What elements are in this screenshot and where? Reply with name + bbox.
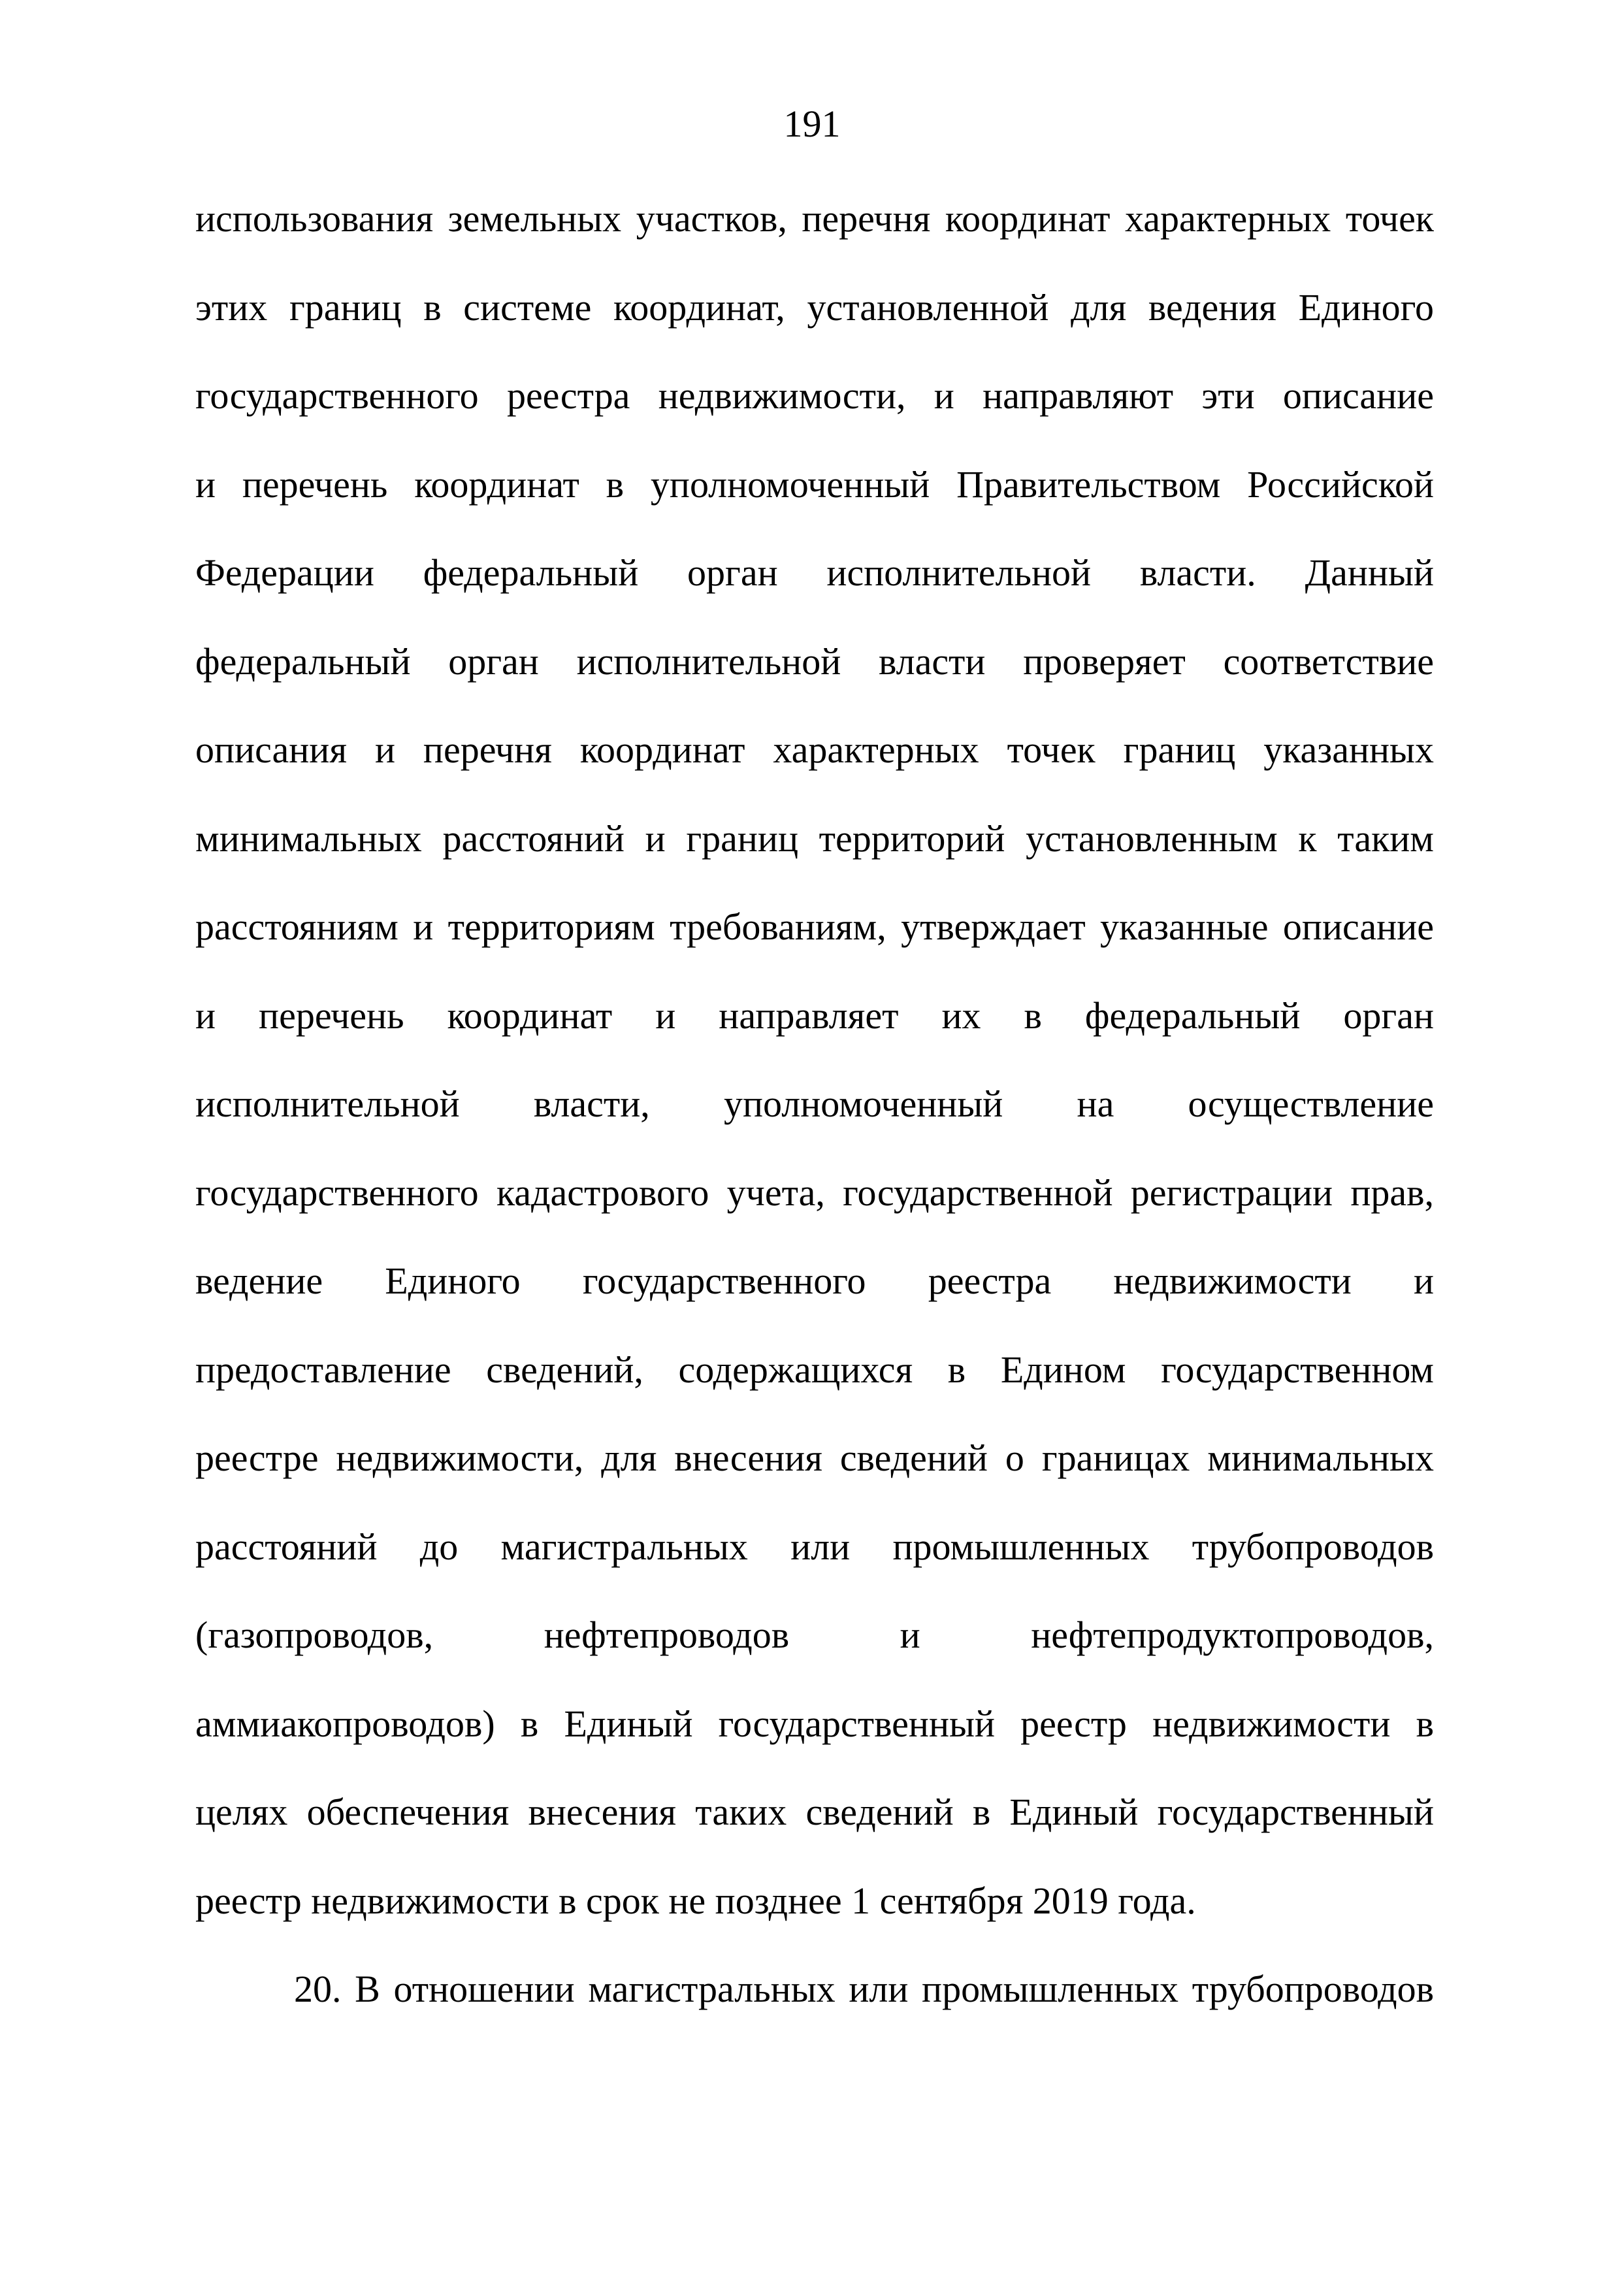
text-line: и перечень координат в уполномоченный Правительством Российской [195,463,1434,506]
text-line: реестр недвижимости в срок не позднее 1 сентября 2019 года. [195,1879,1196,1922]
document-body [195,189,1434,2049]
paragraph [195,189,1434,1960]
text-line: расстояниям и территориям требованиям, утверждает указанные описание [195,905,1434,948]
text-line: предоставление сведений, содержащихся в Едином государственном [195,1348,1434,1391]
text-line: реестре недвижимости, для внесения сведений о границах минимальных [195,1437,1434,1479]
text-line: 20. В отношении магистральных или промышленных трубопроводов [294,1968,1434,2010]
text-line: исполнительной власти, уполномоченный на осуществление [195,1082,1434,1125]
text-line: государственного реестра недвижимости, и направляют эти описание [195,374,1434,417]
text-line: (газопроводов, нефтепроводов и нефтепродуктопроводов, [195,1614,1434,1656]
text-line: этих границ в системе координат, установленной для ведения Единого [195,285,1434,329]
text-line: описания и перечня координат характерных точек границ указанных [195,728,1434,771]
text-line: Федерации федеральный орган исполнительной власти. Данный [195,551,1434,594]
paragraph [195,1960,1434,2049]
text-line: государственного кадастрового учета, государственной регистрации прав, [195,1171,1434,1214]
text-line: целях обеспечения внесения таких сведений в Единый государственный [195,1791,1434,1833]
text-line: федеральный орган исполнительной власти проверяет соответствие [195,640,1434,683]
text-line: ведение Единого государственного реестра недвижимости и [195,1260,1434,1302]
text-line: аммиакопроводов) в Единый государственный реестр недвижимости в [195,1702,1434,1745]
page-number: 191 [783,103,841,145]
text-line: использования земельных участков, перечня координат характерных точек [195,197,1434,240]
text-line: и перечень координат и направляет их в федеральный орган [195,994,1434,1037]
text-line: расстояний до магистральных или промышленных трубопроводов [195,1525,1434,1568]
text-line: минимальных расстояний и границ территорий установленным к таким [195,817,1434,860]
